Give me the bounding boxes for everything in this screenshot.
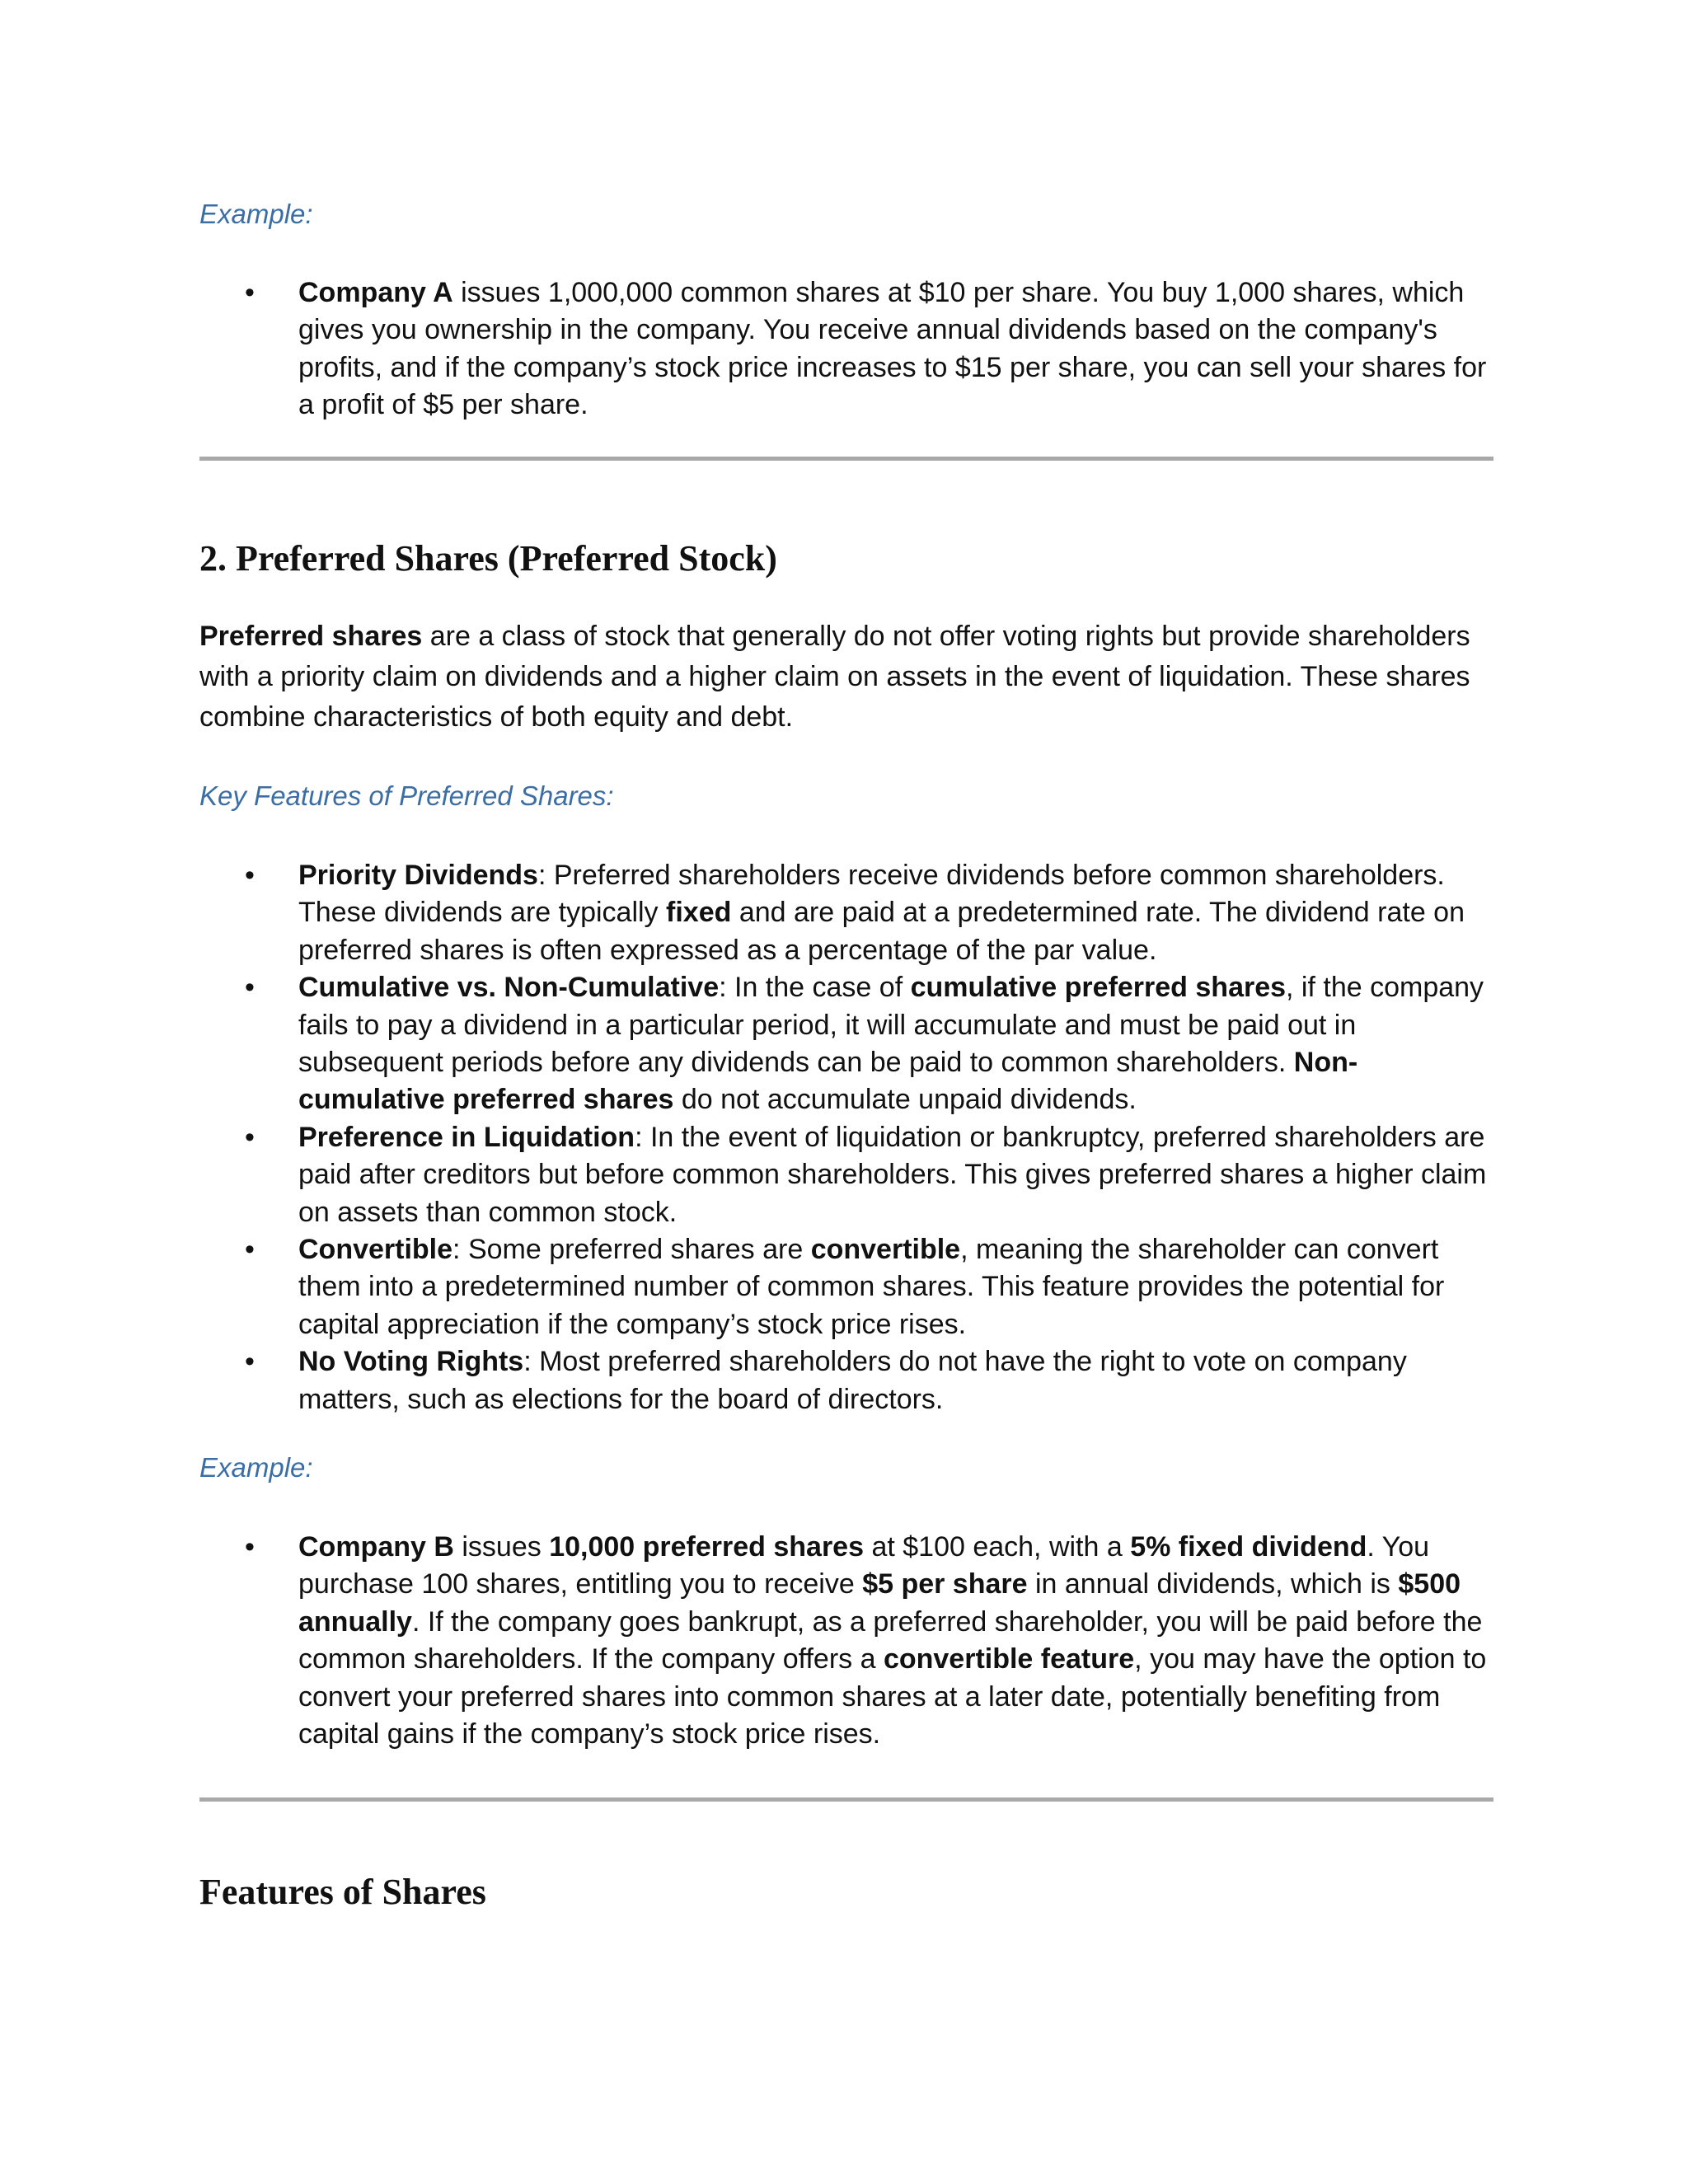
list-item: • No Voting Rights: Most preferred shareholders do not have the right to vote on company matters, such as elections for the board of directors. (199, 1343, 1493, 1418)
list-item: • Convertible: Some preferred shares are convertible, meaning the shareholder can convert them into a predetermined number of common shares. This feature provides the potential for capital appreciation if the company’s stock price rises. (199, 1231, 1493, 1343)
example-list (199, 1529, 1493, 1753)
list-item: • Company B issues 10,000 preferred shares at $100 each, with a 5% fixed dividend. You purchase 100 shares, entitling you to receive $5 per share in annual dividends, which is $500 annually. If the company goes bankrupt, as a preferred shareholder, you will be paid before the common shareholders. If the company offers a convertible feature, you may have the option to convert your preferred shares into common shares at a later date, potentially benefiting from capital gains if the company’s stock price rises. (199, 1529, 1493, 1753)
horizontal-rule (199, 1797, 1493, 1802)
list-item: • Priority Dividends: Preferred shareholders receive dividends before common shareholders. These dividends are typically fixed and are paid at a predetermined rate. The dividend rate on preferred shares is often expressed as a percentage of the par value. (199, 857, 1493, 969)
intro-paragraph: Preferred shares are a class of stock that generally do not offer voting rights but provide shareholders with a priority claim on dividends and a higher claim on assets in the event of liquidation. These shares combine characteristics of both equity and debt. (199, 621, 1470, 733)
example-label: Example: (199, 199, 313, 229)
list-item: • Preference in Liquidation: In the event of liquidation or bankruptcy, preferred shareholders are paid after creditors but before common shareholders. This gives preferred shares a higher claim on assets than common stock. (199, 1119, 1493, 1231)
features-list (199, 857, 1493, 1418)
example-list (199, 274, 1493, 424)
horizontal-rule (199, 457, 1493, 461)
key-features-label: Key Features of Preferred Shares: (199, 780, 614, 811)
list-item: • Company A issues 1,000,000 common shares at $10 per share. You buy 1,000 shares, which gives you ownership in the company. You receive annual dividends based on the company's profits, and if the company’s stock price increases to $15 per share, you can sell your shares for a profit of $5 per share. (199, 274, 1493, 424)
example-label: Example: (199, 1452, 313, 1483)
list-item: • Cumulative vs. Non-Cumulative: In the case of cumulative preferred shares, if the company fails to pay a dividend in a particular period, it will accumulate and must be paid out in subsequent periods before any dividends can be paid to common shareholders. Non-cumulative preferred shares do not accumulate unpaid dividends. (199, 969, 1493, 1119)
section-heading: Features of Shares (199, 1872, 486, 1912)
section-heading: 2. Preferred Shares (Preferred Stock) (199, 538, 777, 579)
